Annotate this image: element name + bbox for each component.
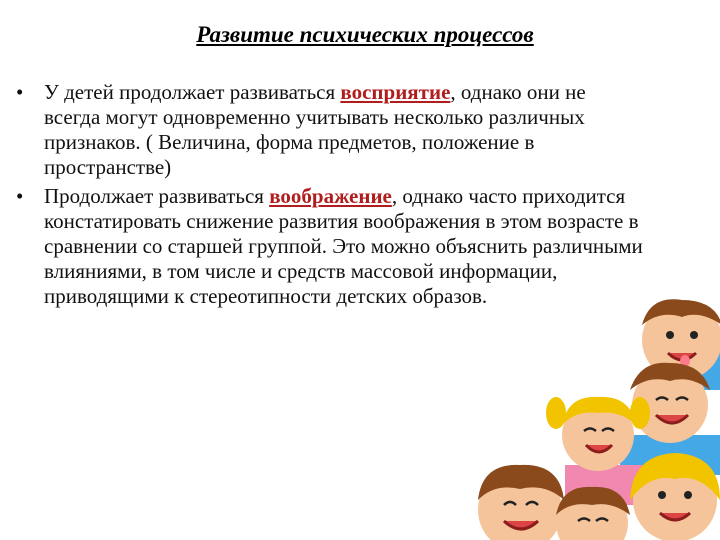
child-face-bottom-right [630,453,720,540]
children-illustration [470,295,720,540]
bullet-text-before: Продолжает развиваться [44,184,270,208]
bullet-item-imagination [16,184,646,309]
child-face-bottom-center [556,487,630,540]
bullet-text-before: У детей продолжает развиваться [44,80,341,104]
bullet-text-after: , однако часто приходится констатировать снижение развития воображения в этом возрасте в сравнении со старшей группой. Это можно объяснить различными влияниями, в том числе и средств массовой информации, приводящими к стереотипности детских образов. [44,184,643,308]
slide-title: Развитие психических процессов [196,22,534,47]
bullet-dot: • [16,184,24,208]
keyword-imagination: воображение [269,184,392,208]
bullet-dot: • [16,80,24,104]
bullet-item-perception [16,80,646,180]
keyword-perception: восприятие [340,80,451,104]
child-face-bottom-left [478,465,564,540]
bullet-text-after: , однако они не всегда могут одновременно учитывать несколько различных признаков. ( Величина, форма предметов, положение в пространстве) [44,80,586,179]
bullet-list [16,80,646,313]
